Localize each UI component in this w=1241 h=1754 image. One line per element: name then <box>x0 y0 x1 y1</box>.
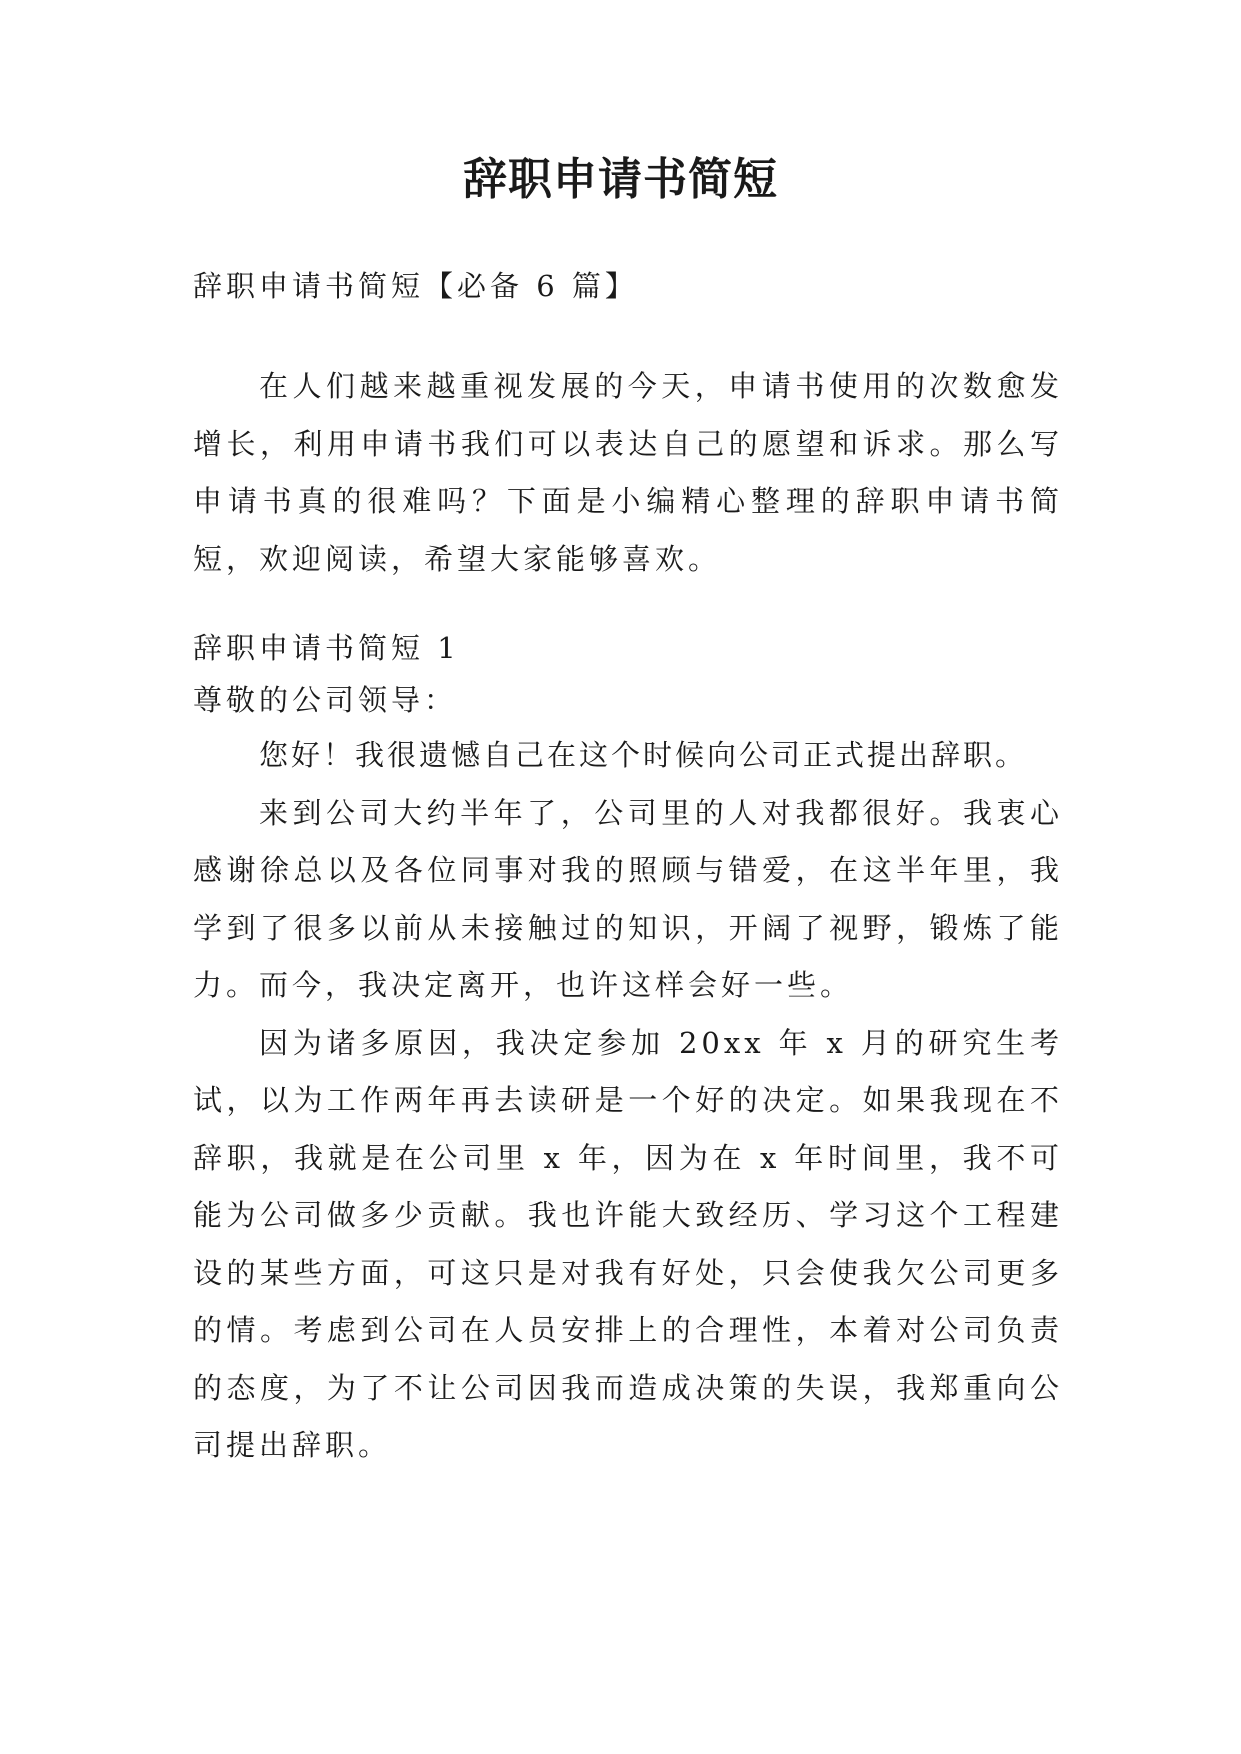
body-paragraph-1: 您好！我很遗憾自己在这个时候向公司正式提出辞职。 <box>259 738 1028 772</box>
salutation: 尊敬的公司领导： <box>193 683 458 717</box>
intro-block <box>193 358 1063 588</box>
body-paragraph-3: 因为诸多原因，我决定参加 20xx 年 x 月的研究生考试，以为工作两年再去读研是一个好的决定。如果我现在不辞职，我就是在公司里 x 年，因为在 x 年时间里，我不可能为公司做多少贡献。我也许能大致经历、学习这个工程建设的某些方面，可这只是对我有好处，只会使我欠公司更多的情。考虑到公司在人员安排上的合理性，本着对公司负责的态度，为了不让公司因我而造成决策的失误，我郑重向公司提出辞职。 <box>193 1025 1063 1462</box>
body-paragraph-2: 来到公司大约半年了，公司里的人对我都很好。我衷心感谢徐总以及各位同事对我的照顾与错爱，在这半年里，我学到了很多以前从未接触过的知识，开阔了视野，锻炼了能力。而今，我决定离开，也许这样会好一些。 <box>193 795 1063 1002</box>
document-title: 辞职申请书简短 <box>463 154 778 205</box>
intro-paragraph: 在人们越来越重视发展的今天，申请书使用的次数愈发增长，利用申请书我们可以表达自己的愿望和诉求。那么写申请书真的很难吗？下面是小编精心整理的辞职申请书简短，欢迎阅读，希望大家能够喜欢。 <box>193 369 1063 576</box>
section-heading: 辞职申请书简短 1 <box>193 631 460 665</box>
document-subtitle: 辞职申请书简短【必备 6 篇】 <box>193 269 638 303</box>
letter-body <box>193 727 1063 1475</box>
